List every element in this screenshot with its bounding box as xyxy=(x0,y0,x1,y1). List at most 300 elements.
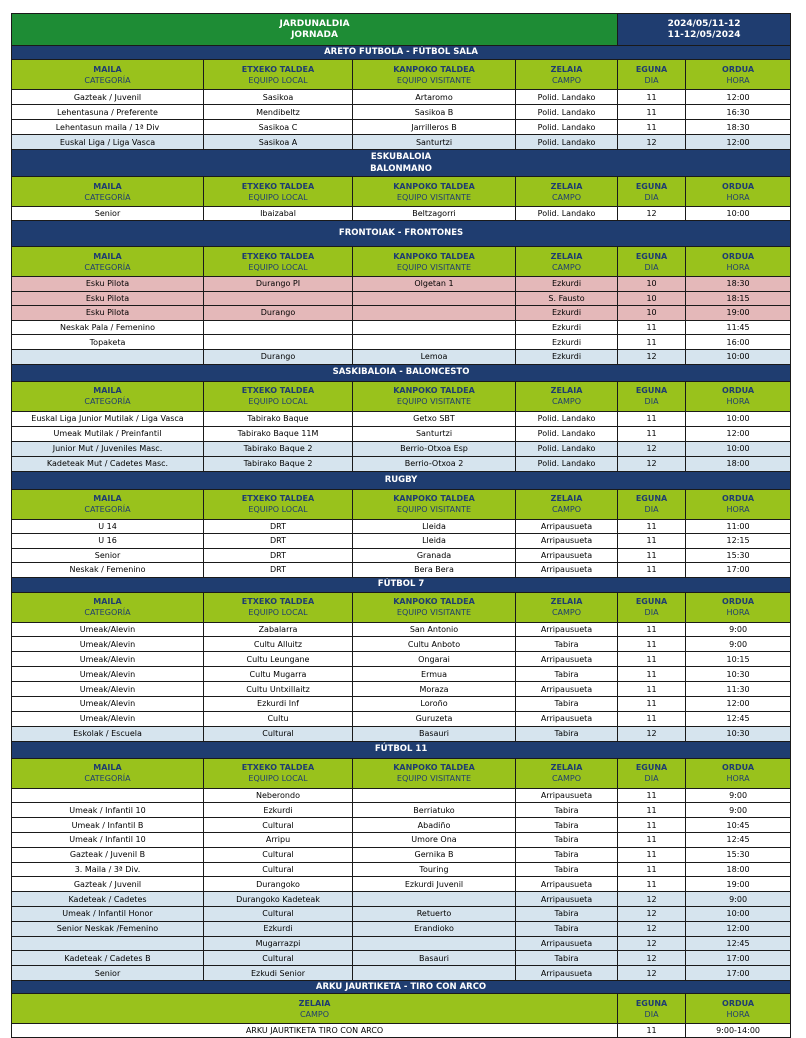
column-header-eu: KANPOKO TALDEA xyxy=(393,64,475,74)
cell-venue: Polid. Landako xyxy=(516,456,618,471)
column-header-home-team xyxy=(204,381,353,411)
cell-time: 10:15 xyxy=(686,652,791,667)
column-header-away-team xyxy=(353,381,516,411)
cell-away-team: Sasikoa B xyxy=(353,105,516,120)
cell-category: Gazteak / Juvenil xyxy=(12,90,204,105)
cell-time: 9:00-14:00 xyxy=(686,1024,791,1038)
cell-category xyxy=(12,349,204,364)
cell-venue: Tabira xyxy=(516,833,618,848)
table-row xyxy=(12,966,791,981)
cell-away-team: Bera Bera xyxy=(353,563,516,578)
cell-day: 11 xyxy=(618,320,686,335)
cell-home-team: Cultural xyxy=(204,847,353,862)
cell-time: 12:00 xyxy=(686,697,791,712)
cell-venue: Tabira xyxy=(516,907,618,922)
cell-venue: Polid. Landako xyxy=(516,120,618,135)
cell-away-team: Berrio-Otxoa Esp xyxy=(353,441,516,456)
column-header-venue xyxy=(516,247,618,277)
cell-venue: Tabira xyxy=(516,667,618,682)
column-header-es: DIA xyxy=(644,192,659,202)
column-header-es: CAMPO xyxy=(551,505,582,515)
table-row xyxy=(12,951,791,966)
column-header-eu: MAILA xyxy=(93,64,122,74)
column-header-home-team xyxy=(204,177,353,207)
column-header-eu: ETXEKO TALDEA xyxy=(241,386,315,396)
cell-day: 11 xyxy=(618,877,686,892)
cell-category: Lehentasuna / Preferente xyxy=(12,105,204,120)
cell-category: Kadeteak Mut / Cadetes Masc. xyxy=(12,456,204,471)
cell-away-team xyxy=(353,291,516,306)
column-header-row xyxy=(12,247,791,277)
cell-venue: Arripausueta xyxy=(516,652,618,667)
cell-home-team: Cultu Mugarra xyxy=(204,667,353,682)
column-header-es: CATEGORÍA xyxy=(84,192,131,202)
cell-home-team: Cultural xyxy=(204,818,353,833)
cell-time: 9:00 xyxy=(686,788,791,803)
cell-home-team: Tabirako Baque 11M xyxy=(204,426,353,441)
section-title xyxy=(12,150,791,177)
cell-category: Umeak/Alevin xyxy=(12,697,204,712)
cell-venue: Arripausueta xyxy=(516,966,618,981)
cell-home-team: DRT xyxy=(204,548,353,563)
cell-home-team: Sasikoa xyxy=(204,90,353,105)
table-row xyxy=(12,667,791,682)
column-header-venue xyxy=(12,994,618,1024)
column-header-day xyxy=(618,60,686,90)
cell-day: 11 xyxy=(618,833,686,848)
column-header-eu: EGUNA xyxy=(635,386,668,396)
column-header-time xyxy=(686,177,791,207)
archery-header-row xyxy=(12,994,791,1024)
cell-day: 11 xyxy=(618,426,686,441)
cell-category: Umeak / Infantil 10 xyxy=(12,803,204,818)
section-title-text: SASKIBALOIA - BALONCESTO xyxy=(332,367,470,378)
column-header-home-team xyxy=(204,758,353,788)
table-row xyxy=(12,456,791,471)
cell-time: 12:45 xyxy=(686,936,791,951)
cell-category: Gazteak / Juvenil xyxy=(12,877,204,892)
cell-day: 11 xyxy=(618,637,686,652)
cell-day: 11 xyxy=(618,519,686,534)
cell-away-team: Loroño xyxy=(353,697,516,712)
section-title xyxy=(12,741,791,758)
cell-home-team: Cultu xyxy=(204,711,353,726)
cell-day: 11 xyxy=(618,667,686,682)
cell-away-team: Touring xyxy=(353,862,516,877)
table-row xyxy=(12,697,791,712)
cell-category: Senior xyxy=(12,966,204,981)
cell-away-team: Berriatuko xyxy=(353,803,516,818)
column-header-time xyxy=(686,247,791,277)
column-header-es: DIA xyxy=(644,1009,659,1019)
cell-day: 11 xyxy=(618,818,686,833)
cell-category: Gazteak / Juvenil B xyxy=(12,847,204,862)
cell-home-team xyxy=(204,291,353,306)
cell-away-team: Ezkurdi Juvenil xyxy=(353,877,516,892)
column-header-es: CATEGORÍA xyxy=(84,75,131,85)
section-title xyxy=(12,364,791,381)
cell-away-team: Basauri xyxy=(353,951,516,966)
column-header-es: CATEGORÍA xyxy=(84,774,131,784)
column-header-es: HORA xyxy=(726,192,750,202)
column-header-eu: MAILA xyxy=(93,386,122,396)
column-header-es: EQUIPO VISITANTE xyxy=(396,608,472,618)
table-row xyxy=(12,335,791,350)
cell-time: 11:00 xyxy=(686,519,791,534)
column-header-es: HORA xyxy=(726,75,750,85)
column-header-es: CAMPO xyxy=(551,397,582,407)
section-title-row xyxy=(12,150,791,177)
cell-home-team xyxy=(204,320,353,335)
cell-venue: Polid. Landako xyxy=(516,105,618,120)
cell-time: 10:30 xyxy=(686,667,791,682)
section-title: ARKU JAURTIKETA - TIRO CON ARCO xyxy=(12,981,791,994)
cell-venue: Arripausueta xyxy=(516,682,618,697)
section-title-text: ARETO FUTBOLA - FÚTBOL SALA xyxy=(324,47,478,57)
cell-venue: ARKU JAURTIKETA TIRO CON ARCO xyxy=(12,1024,618,1038)
column-header-row xyxy=(12,177,791,207)
column-header-eu: ZELAIA xyxy=(550,64,583,74)
cell-venue: Tabira xyxy=(516,951,618,966)
cell-day: 11 xyxy=(618,803,686,818)
column-header-es: EQUIPO LOCAL xyxy=(248,262,308,272)
cell-away-team xyxy=(353,306,516,321)
column-header-eu: MAILA xyxy=(93,494,122,504)
cell-category: Umeak / Infantil B xyxy=(12,818,204,833)
cell-category: Eskolak / Escuela xyxy=(12,726,204,741)
column-header-es: EQUIPO VISITANTE xyxy=(396,397,472,407)
cell-time: 15:30 xyxy=(686,548,791,563)
cell-venue: Arripausueta xyxy=(516,936,618,951)
column-header-eu: ORDUA xyxy=(722,64,755,74)
table-row xyxy=(12,291,791,306)
cell-day: 11 xyxy=(618,1024,686,1038)
cell-away-team xyxy=(353,788,516,803)
column-header-eu: ZELAIA xyxy=(298,998,331,1008)
cell-away-team xyxy=(353,966,516,981)
cell-home-team: Durango xyxy=(204,349,353,364)
section-title-text: FÚTBOL 7 xyxy=(377,579,425,590)
section-title xyxy=(12,46,791,60)
section-title-row xyxy=(12,221,791,247)
column-header-es: CAMPO xyxy=(299,1009,330,1019)
column-header-category xyxy=(12,592,204,622)
table-row xyxy=(12,441,791,456)
table-row xyxy=(12,862,791,877)
cell-category: Esku Pilota xyxy=(12,306,204,321)
table-row xyxy=(12,892,791,907)
column-header-eu: KANPOKO TALDEA xyxy=(393,181,475,191)
cell-away-team: San Antonio xyxy=(353,622,516,637)
cell-away-team: Ermua xyxy=(353,667,516,682)
cell-home-team: Cultu Alluitz xyxy=(204,637,353,652)
cell-time: 12:45 xyxy=(686,833,791,848)
table-row xyxy=(12,803,791,818)
cell-category: Neskak / Femenino xyxy=(12,563,204,578)
column-header-day xyxy=(618,758,686,788)
cell-home-team: Ezkudi Senior xyxy=(204,966,353,981)
column-header-away-team xyxy=(353,592,516,622)
cell-time: 17:00 xyxy=(686,966,791,981)
cell-venue: Arripausueta xyxy=(516,788,618,803)
cell-category: Umeak/Alevin xyxy=(12,682,204,697)
column-header-day xyxy=(618,381,686,411)
cell-category: U 16 xyxy=(12,534,204,549)
column-header-category xyxy=(12,489,204,519)
column-header-day xyxy=(618,994,686,1024)
cell-time: 10:00 xyxy=(686,411,791,426)
column-header-eu: MAILA xyxy=(93,181,122,191)
cell-venue: Ezkurdi xyxy=(516,349,618,364)
cell-category: Neskak Pala / Femenino xyxy=(12,320,204,335)
table-row xyxy=(12,90,791,105)
cell-day: 12 xyxy=(618,892,686,907)
cell-day: 11 xyxy=(618,788,686,803)
cell-time: 12:45 xyxy=(686,711,791,726)
section-title-row xyxy=(12,981,791,994)
cell-away-team: Guruzeta xyxy=(353,711,516,726)
cell-time: 17:00 xyxy=(686,563,791,578)
column-header-home-team xyxy=(204,592,353,622)
column-header-eu: KANPOKO TALDEA xyxy=(393,597,475,607)
cell-venue: Arripausueta xyxy=(516,548,618,563)
cell-time: 12:00 xyxy=(686,90,791,105)
section-title-text: FRONTOIAK - FRONTONES xyxy=(338,228,464,238)
column-header-away-team xyxy=(353,60,516,90)
cell-category: 3. Maila / 3ª Div. xyxy=(12,862,204,877)
column-header-es: HORA xyxy=(726,262,750,272)
cell-away-team: Ongarai xyxy=(353,652,516,667)
column-header-time xyxy=(686,994,791,1024)
cell-away-team: Olgetan 1 xyxy=(353,277,516,292)
cell-day: 12 xyxy=(618,921,686,936)
cell-venue: Tabira xyxy=(516,803,618,818)
table-row xyxy=(12,320,791,335)
cell-venue: Tabira xyxy=(516,862,618,877)
column-header-eu: ORDUA xyxy=(722,494,755,504)
cell-venue: Polid. Landako xyxy=(516,426,618,441)
cell-time: 10:30 xyxy=(686,726,791,741)
column-header-es: CAMPO xyxy=(551,75,582,85)
column-header-row xyxy=(12,381,791,411)
cell-venue: Polid. Landako xyxy=(516,441,618,456)
cell-time: 12:00 xyxy=(686,921,791,936)
cell-day: 10 xyxy=(618,306,686,321)
jornada-title-eu: JARDUNALDIA xyxy=(279,18,350,29)
cell-venue: Polid. Landako xyxy=(516,411,618,426)
cell-home-team: DRT xyxy=(204,534,353,549)
column-header-day xyxy=(618,592,686,622)
cell-time: 10:45 xyxy=(686,818,791,833)
table-row xyxy=(12,682,791,697)
column-header-eu: EGUNA xyxy=(635,64,668,74)
column-header-es: EQUIPO VISITANTE xyxy=(396,505,472,515)
section-title-row xyxy=(12,741,791,758)
cell-time: 17:00 xyxy=(686,951,791,966)
column-header-row xyxy=(12,592,791,622)
cell-day: 11 xyxy=(618,711,686,726)
cell-time: 15:30 xyxy=(686,847,791,862)
cell-venue: Arripausueta xyxy=(516,519,618,534)
cell-time: 16:00 xyxy=(686,335,791,350)
cell-away-team: Cultu Anboto xyxy=(353,637,516,652)
column-header-es: DIA xyxy=(644,262,659,272)
cell-venue: Ezkurdi xyxy=(516,335,618,350)
column-header-eu: KANPOKO TALDEA xyxy=(393,251,475,261)
cell-category: Lehentasun maila / 1ª Div xyxy=(12,120,204,135)
cell-day: 12 xyxy=(618,951,686,966)
column-header-eu: ETXEKO TALDEA xyxy=(241,251,315,261)
cell-category: Senior xyxy=(12,207,204,221)
cell-category: Topaketa xyxy=(12,335,204,350)
column-header-eu: ETXEKO TALDEA xyxy=(241,181,315,191)
cell-category: Esku Pilota xyxy=(12,291,204,306)
column-header-category xyxy=(12,758,204,788)
table-row xyxy=(12,120,791,135)
column-header-category xyxy=(12,60,204,90)
cell-time: 19:00 xyxy=(686,306,791,321)
table-row xyxy=(12,921,791,936)
column-header-venue xyxy=(516,177,618,207)
cell-away-team xyxy=(353,335,516,350)
column-header-eu: ZELAIA xyxy=(550,251,583,261)
cell-home-team: Durangoko xyxy=(204,877,353,892)
column-header-row xyxy=(12,60,791,90)
cell-time: 10:00 xyxy=(686,441,791,456)
column-header-time xyxy=(686,60,791,90)
column-header-day xyxy=(618,247,686,277)
cell-venue: Tabira xyxy=(516,637,618,652)
column-header-eu: EGUNA xyxy=(635,597,668,607)
column-header-venue xyxy=(516,381,618,411)
column-header-es: EQUIPO LOCAL xyxy=(248,608,308,618)
table-row xyxy=(12,135,791,150)
column-header-home-team xyxy=(204,489,353,519)
column-header-es: CATEGORÍA xyxy=(84,505,131,515)
column-header-eu: ZELAIA xyxy=(550,494,583,504)
cell-venue: Ezkurdi xyxy=(516,306,618,321)
cell-day: 11 xyxy=(618,682,686,697)
table-row xyxy=(12,726,791,741)
column-header-category xyxy=(12,247,204,277)
cell-category: Umeak/Alevin xyxy=(12,652,204,667)
cell-day: 10 xyxy=(618,277,686,292)
column-header-es: HORA xyxy=(726,608,750,618)
column-header-category xyxy=(12,177,204,207)
column-header-eu: ZELAIA xyxy=(550,763,583,773)
cell-venue: S. Fausto xyxy=(516,291,618,306)
schedule-body xyxy=(12,14,791,1038)
column-header-venue xyxy=(516,489,618,519)
cell-home-team: Durango PI xyxy=(204,277,353,292)
column-header-row xyxy=(12,489,791,519)
cell-category: Kadeteak / Cadetes B xyxy=(12,951,204,966)
cell-day: 11 xyxy=(618,534,686,549)
cell-time: 9:00 xyxy=(686,622,791,637)
table-row xyxy=(12,277,791,292)
column-header-eu: KANPOKO TALDEA xyxy=(393,494,475,504)
cell-day: 12 xyxy=(618,135,686,150)
cell-home-team: Ezkurdi Inf xyxy=(204,697,353,712)
date-line-1: 2024/05/11-12 xyxy=(667,18,741,29)
cell-venue: Tabira xyxy=(516,726,618,741)
column-header-eu: ORDUA xyxy=(722,597,755,607)
cell-venue: Arripausueta xyxy=(516,892,618,907)
column-header-es: DIA xyxy=(644,397,659,407)
column-header-category xyxy=(12,381,204,411)
schedule-sheet xyxy=(11,13,790,1038)
column-header-eu: MAILA xyxy=(93,251,122,261)
table-row xyxy=(12,349,791,364)
cell-home-team: DRT xyxy=(204,563,353,578)
cell-time: 12:15 xyxy=(686,534,791,549)
column-header-es: DIA xyxy=(644,75,659,85)
cell-day: 11 xyxy=(618,652,686,667)
cell-day: 11 xyxy=(618,411,686,426)
column-header-eu: ORDUA xyxy=(722,181,755,191)
column-header-eu: EGUNA xyxy=(635,251,668,261)
table-row xyxy=(12,907,791,922)
cell-category: Umeak/Alevin xyxy=(12,667,204,682)
column-header-venue xyxy=(516,758,618,788)
table-row xyxy=(12,519,791,534)
cell-away-team: Lleida xyxy=(353,519,516,534)
column-header-es: HORA xyxy=(726,505,750,515)
table-row xyxy=(12,788,791,803)
table-row xyxy=(12,534,791,549)
column-header-eu: ZELAIA xyxy=(550,386,583,396)
column-header-es: CAMPO xyxy=(551,774,582,784)
cell-time: 10:00 xyxy=(686,349,791,364)
cell-day: 12 xyxy=(618,726,686,741)
cell-home-team: Zabalarra xyxy=(204,622,353,637)
cell-day: 12 xyxy=(618,456,686,471)
cell-home-team xyxy=(204,335,353,350)
cell-time: 18:30 xyxy=(686,277,791,292)
column-header-es: CATEGORÍA xyxy=(84,397,131,407)
cell-time: 12:00 xyxy=(686,135,791,150)
cell-home-team: Sasikoa A xyxy=(204,135,353,150)
column-header-es: EQUIPO LOCAL xyxy=(248,774,308,784)
cell-category: Umeak / Infantil Honor xyxy=(12,907,204,922)
table-row xyxy=(12,877,791,892)
column-header-es: EQUIPO VISITANTE xyxy=(396,192,472,202)
schedule-table xyxy=(11,13,791,1038)
column-header-es: EQUIPO LOCAL xyxy=(248,75,308,85)
column-header-es: HORA xyxy=(726,774,750,784)
column-header-es: EQUIPO VISITANTE xyxy=(396,75,472,85)
cell-category: Umeak / Infantil 10 xyxy=(12,833,204,848)
jornada-title-cell xyxy=(12,14,618,46)
table-row xyxy=(12,833,791,848)
column-header-eu: ORDUA xyxy=(722,386,755,396)
column-header-away-team xyxy=(353,489,516,519)
table-row xyxy=(12,622,791,637)
column-header-es: DIA xyxy=(644,608,659,618)
cell-home-team: Cultural xyxy=(204,951,353,966)
table-row xyxy=(12,563,791,578)
cell-home-team: Ezkurdi xyxy=(204,921,353,936)
section-title-row xyxy=(12,364,791,381)
column-header-venue xyxy=(516,592,618,622)
section-title xyxy=(12,221,791,247)
cell-venue: Ezkurdi xyxy=(516,277,618,292)
cell-category xyxy=(12,936,204,951)
cell-home-team: Durango xyxy=(204,306,353,321)
column-header-eu: EGUNA xyxy=(635,494,668,504)
column-header-eu: ORDUA xyxy=(722,998,755,1008)
cell-category: Euskal Liga Junior Mutilak / Liga Vasca xyxy=(12,411,204,426)
